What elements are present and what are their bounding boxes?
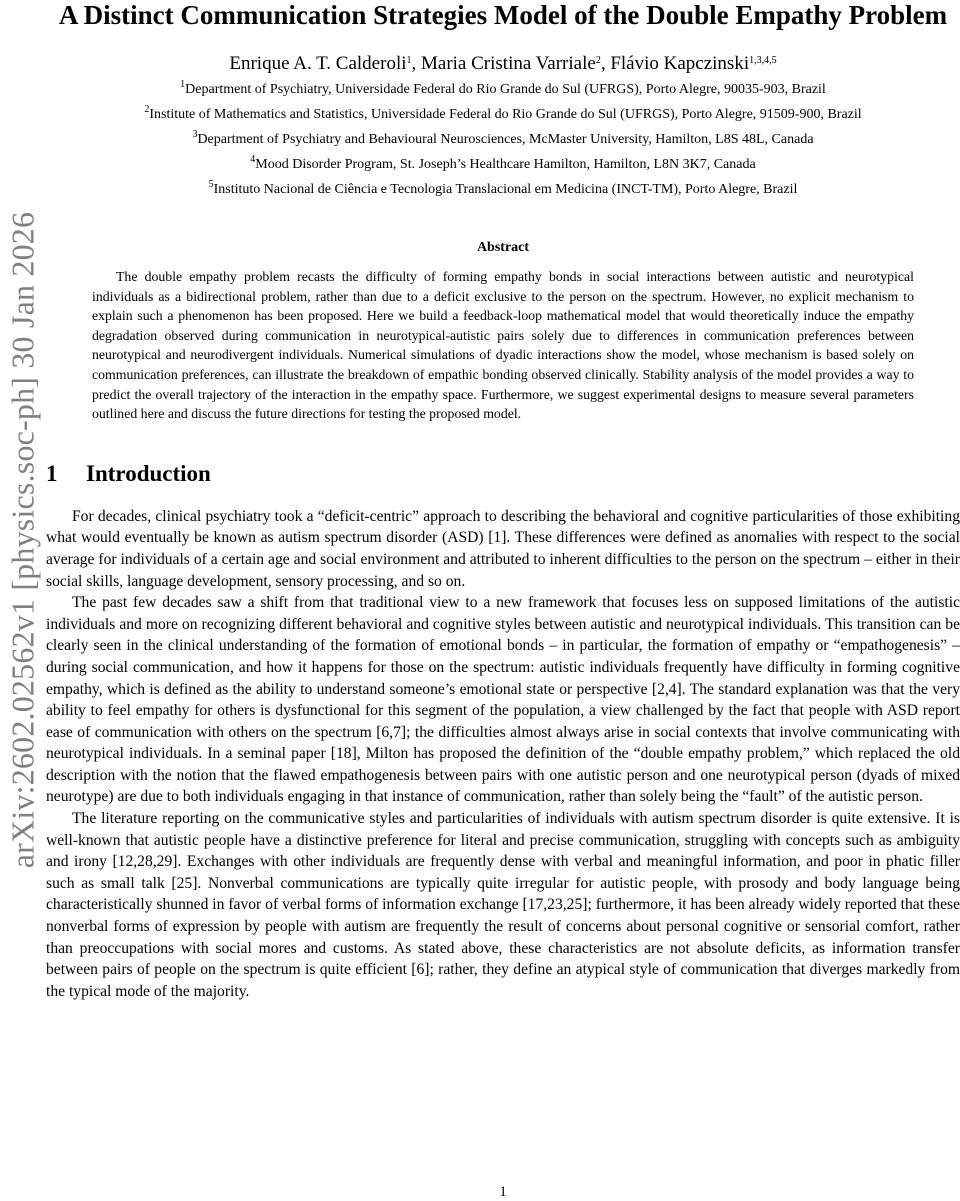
affiliation: $^2$Institute of Mathematics and Statistics, Universidade Federal do Rio Grande do Sul (UFRGS), Porto Alegre, 91509-900, Brazil [144, 104, 862, 122]
arxiv-identifier: arXiv:2602.02562v1 [physics.soc-ph] 30 Jan 2026 [4, 211, 41, 869]
abstract-heading: Abstract [476, 240, 530, 255]
page-number: 1 [499, 1184, 507, 1200]
abstract-text: The double empathy problem recasts the difficulty of forming empathy bonds in social interactions between autistic and neurotypical individuals as a bidirectional problem, rather than due to a deficit exclusive to the person on the spectrum. However, no explicit mechanism to explain such a phenomenon has been proposed. Here we build a feedback-loop mathematical model that would theoretically induce the empathy degradation observed during communication in neurotypical-autistic pairs solely due to differences in communication preferences between neurotypical and neurodivergent individuals. Numerical simulations of dyadic interactions show the model, whose mechanism is based solely on communication preferences, can illustrate the breakdown of empathic bonding observed clinically. Stability analysis of the model provides a way to predict the overall trajectory of the interaction in the empathy space. Furthermore, we suggest experimental designs to measure several parameters outlined here and discuss the future directions for testing the proposed model. [92, 269, 914, 422]
section-number: 1 [46, 460, 58, 486]
author: Maria Cristina Varriale$^2$, [421, 53, 611, 74]
paragraph: The past few decades saw a shift from that traditional view to a new framework that focuses less on supposed limitations of the autistic individuals and more on recognizing different behavioral and cognitive styles between autistic and neurotypical individuals. This transition can be clearly seen in the clinical understanding of the formation of emotional bonds – in particular, the formation of empathy or “empathogenesis” – during social communication, and how it happens for those on the spectrum: autistic individuals frequently have difficulty in forming cognitive empathy, which is defined as the ability to understand someone’s emotional state or perspective [2,4]. The standard explanation was that the very ability to feel empathy for others is dysfunctional for this segment of the population, a view challenged by the fact that people with ASD report ease of communication with others on the spectrum [6,7]; the difficulties almost always arise in social contexts that involve communicating with neurotypical individuals. In a seminal paper [18], Milton has proposed the definition of the “double empathy problem,” which replaced the old description with the notion that the flawed empathogenesis between pairs with one autistic person and one neurotypical person (dyads of mixed neurotype) are due to both individuals engaging in that instance of communication, rather than solely being the “fault” of the autistic person. [46, 594, 960, 806]
author-list [46, 53, 960, 75]
paragraph: The literature reporting on the communicative styles and particularities of individuals with autism spectrum disorder is quite extensive. It is well-known that autistic people have a distinctive preference for literal and precise communication, struggling with concepts such as ambiguity and irony [12,28,29]. Exchanges with other individuals are frequently dense with verbal and meaningful information, and poor in phatic filler such as small talk [25]. Nonverbal communications are typically quite irregular for autistic people, with prosody and body language being characteristically shunned in favor of verbal forms of information exchange [17,23,25]; furthermore, it has been already widely reported that these nonverbal forms of expression by people with autism are frequently the result of concerns about personal cognitive or sensorial comfort, rather than preoccupations with social mores and customs. As stated above, these characteristics are not absolute deficits, as information transfer between pairs of people on the spectrum is quite efficient [6]; rather, they define an atypical style of communication that diverges markedly from the typical mode of the majority. [46, 810, 960, 1000]
section-heading [46, 460, 960, 488]
paper-page [46, 0, 960, 1200]
author: Enrique A. T. Calderoli$^1$, [229, 53, 421, 74]
arxiv-sidebar [0, 160, 46, 920]
affiliation: $^1$Department of Psychiatry, Universidade Federal do Rio Grande do Sul (UFRGS), Porto Alegre, 90035-903, Brazil [180, 79, 826, 97]
author: Flávio Kapczinski$^{1,3,4,5}$ [610, 53, 777, 74]
paper-title: A Distinct Communication Strategies Model of the Double Empathy Problem [58, 0, 948, 30]
affiliation: $^5$Instituto Nacional de Ciência e Tecnologia Translacional em Medicina (INCT-TM), Porto Alegre, Brazil [208, 179, 798, 197]
affiliation-list [46, 77, 960, 202]
section-title: Introduction [86, 460, 211, 486]
affiliation: $^4$Mood Disorder Program, St. Joseph’s Healthcare Hamilton, Hamilton, L8N 3K7, Canada [250, 154, 756, 172]
body-text [46, 506, 960, 1003]
paragraph: For decades, clinical psychiatry took a “deficit-centric” approach to describing the behavioral and cognitive particularities of those exhibiting what would eventually be known as autism spectrum disorder (ASD) [1]. These differences were defined as anomalies with respect to the social average for individuals of a certain age and social environment and attributed to inherent difficulties to the person on the spectrum – either in their social skills, language development, sensory processing, and so on. [46, 507, 960, 590]
affiliation: $^3$Department of Psychiatry and Behavioural Neurosciences, McMaster University, Hamilton, L8S 48L, Canada [192, 129, 814, 147]
